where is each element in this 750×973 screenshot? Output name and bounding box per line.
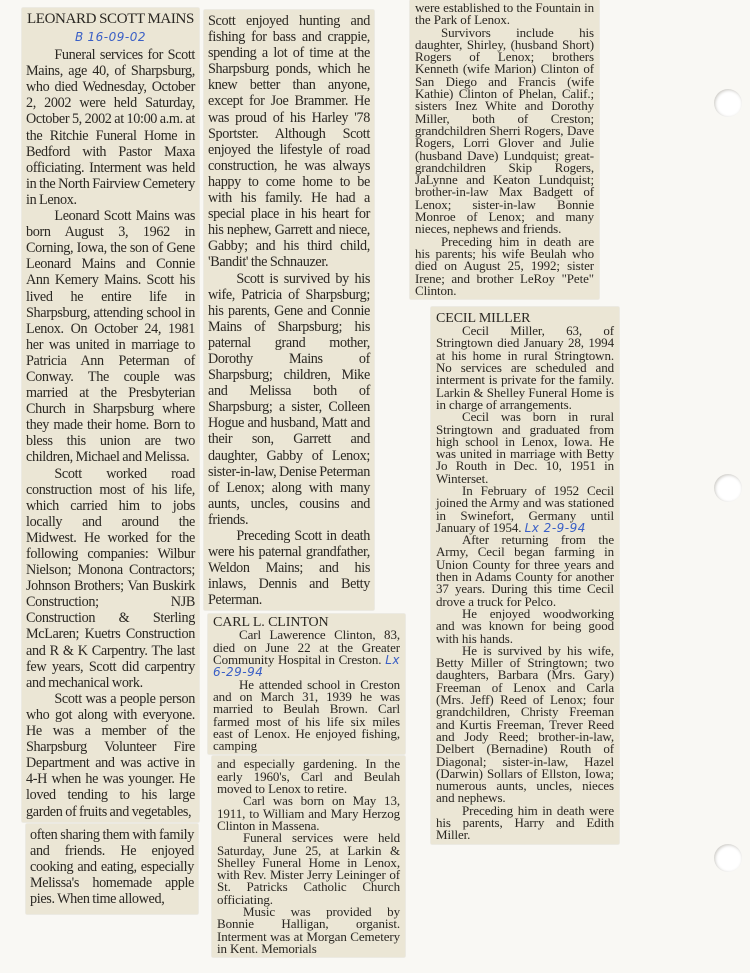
paragraph: Cecil was born in rural Stringtown and graduated from high school in Lenox, Iowa. He was united in marriage with Betty Jo Routh in Dec. 10, 1951 in Winterset. bbox=[436, 409, 614, 486]
paragraph-text: In February of 1952 Cecil joined the Army and was stationed in Swinefort, Germany until January of 1954. bbox=[436, 482, 614, 535]
obituary-title: CECIL MILLER bbox=[436, 311, 531, 327]
paragraph bbox=[436, 482, 614, 535]
column-2 bbox=[204, 10, 405, 957]
clipping-clinton-part2 bbox=[212, 756, 405, 957]
paragraph: Survivors include his daughter, Shirley, (husband Short) Rogers of Lenox; brothers Kenneth (wife Marion) Clinton of San Diego and Francis (wife Kathie) Clinton of Phelan, Calif.; sisters Inez White and Dorothy Miller, both of Creston; grandchildren Sherri Rogers, Dave Rogers, Lorri Glover and Julie (husband Dave) Lundquist; great-grandchildren Skip Rogers, JaLynne and Keaton Lundquist; brother-in-law Max Badgett of Lenox; sister-in-law Bonnie Monroe of Lenox; and many nieces, nephews and friends. bbox=[415, 24, 594, 237]
paragraph: Funeral services were held Saturday, June 25, at Larkin & Shelley Funeral Home in Lenox, with Rev. Mister Jerry Leininger of St. Patricks Catholic Church officiating. bbox=[217, 830, 400, 907]
clipping-mains-part2 bbox=[26, 824, 198, 914]
paragraph bbox=[213, 629, 400, 678]
punch-hole bbox=[714, 89, 742, 117]
clipping-clinton-part3 bbox=[410, 0, 599, 299]
obituary-title: LEONARD SCOTT MAINS bbox=[26, 11, 195, 27]
paragraph: Scott is survived by his wife, Patricia of Sharpsburg; his parents, Gene and Connie Mains of Sharpsburg; his paternal grand mother, Dorothy Mains of Sharpsburg; children, Mike and Melissa both of Sharpsburg; a sister, Colleen Hogue and husband, Matt and their son, Garrett and daughter, Gabby of Lenox; sister-in-law, Denise Peterman of Lenox; along with many aunts, uncles, cousins and friends. bbox=[208, 270, 370, 528]
paragraph: Leonard Scott Mains was born August 3, 1962 in Corning, Iowa, the son of Gene Leonard Mains and Connie Ann Kemery Mains. Scott his lived he entire life in Sharpsburg, attending school in Lenox. On October 24, 1981 her was united in marriage to Patricia Ann Peterman of Conway. The couple was married at the Presbyterian Church in Sharpsburg where they made their home. Born to bless this union are two children, Michael and Melissa. bbox=[26, 208, 195, 466]
punch-hole bbox=[714, 844, 742, 872]
column-3 bbox=[410, 0, 619, 844]
paragraph: He enjoyed woodworking and was known for being good with his hands. bbox=[436, 605, 614, 646]
paragraph-text: Carl Lawerence Clinton, 83, died on June 22 at the Greater Community Hospital in Creston. bbox=[213, 627, 400, 668]
clipping-miller bbox=[431, 307, 619, 843]
paragraph: Scott worked road construction most of his life, which carried him to jobs locally and around the Midwest. He worked for the following companies: Wilbur Nielson; Monona Contractors; Johnson Brothers; Van Buskirk Construction; NJB Construction & Sterling McLaren; Kuetrs Construction and R & K Carpentry. The last few years, Scott did carpentry and mechanical work. bbox=[26, 465, 195, 691]
paragraph: He attended school in Creston and on March 31, 1939 he was married to Beulah Brown. Carl farmed most of his life six miles east of Lenox. He enjoyed fishing, camping bbox=[213, 676, 400, 754]
obituary-title: CARL L. CLINTON bbox=[213, 615, 329, 631]
punch-hole bbox=[714, 474, 742, 502]
clipping-mains-part3 bbox=[204, 10, 374, 610]
paragraph: Cecil Miller, 63, of Stringtown died January 28, 1994 at his home in rural Stringtown. No services are scheduled and interment is private for the family. Larkin & Shelley Funeral Home is in charge of arrangements. bbox=[436, 323, 614, 412]
paragraph: Scott enjoyed hunting and fishing for bass and crappie, spending a lot of time at the Sharpsburg ponds, which he knew better than anyone, except for Joe Brammer. He was proud of his Harley '78 Sportster. Although Scott enjoyed the lifestyle of road construction, he was always happy to come home to be with his family. He had a special place in his heart for his nephew, Garrett and niece, Gabby; and his third child, 'Bandit' the Schnauzer. bbox=[208, 13, 370, 271]
paragraph: and especially gardening. In the early 1960's, Carl and Beulah moved to Lenox to retire. bbox=[217, 756, 400, 797]
paragraph: were established to the Fountain in the Park of Lenox. bbox=[415, 0, 594, 28]
paragraph: Funeral services for Scott Mains, age 40, of Sharpsburg, who died Wednesday, October 2, 2002 were held Saturday, October 5, 2002 at 10:00 a.m. at the Ritchie Funeral Home in Bedford with Pastor Maxa officiating. Interment was held in the North Fairview Cemetery in Lenox. bbox=[26, 47, 196, 208]
clipping-mains-part1 bbox=[22, 8, 199, 822]
paragraph: Carl was born on May 13, 1911, to William and Mary Herzog Clinton in Massena. bbox=[217, 793, 400, 833]
handwritten-date-note: B 16-09-02 bbox=[74, 30, 146, 44]
paragraph: After returning from the Army, Cecil began farming in Union County for three years and then in Adams County for another 37 years. During this time Cecil drove a truck for Pelco. bbox=[436, 532, 614, 609]
handwritten-date-note: Lx 6-29-94 bbox=[213, 653, 400, 680]
paragraph: He is survived by his wife, Betty Miller of Stringtown; two daughters, Barbara (Mrs. Gary) Freeman of Lenox and Carla (Mrs. Jeff) Reed of Lenox; four grandchildren, Christy Freeman and Kurtis Freeman, Trever Reed and Jody Reed; brother-in-law, Delbert (Bernadine) Routh of Diagonal; sister-in-law, Hazel (Darwin) Sollars of Ellston, Iowa; numerous aunts, uncles, nieces and nephews. bbox=[436, 642, 614, 806]
paragraph: Preceding Scott in death were his paternal grandfather, Weldon Mains; and his inlaws, Dennis and Betty Peterman. bbox=[208, 528, 370, 609]
paragraph: Preceding him in death were his parents, Harry and Edith Miller. bbox=[436, 802, 614, 843]
clipping-clinton-part1 bbox=[208, 614, 405, 754]
column-1 bbox=[22, 8, 199, 914]
paragraph: Scott was a people person who got along with everyone. He was a member of the Sharpsburg Volunteer Fire Department and was active in 4-H when he was younger. He loved tending to his large garden of fruits and vegetables, bbox=[26, 690, 195, 820]
paragraph: Music was provided by Bonnie Halligan, organist. Interment was at Morgan Cemetery in Kent. Memorials bbox=[217, 904, 400, 956]
paragraph: Preceding him in death are his parents; his wife Beulah who died on August 25, 1992; sister Irene; and brother LeRoy "Pete" Clinton. bbox=[415, 233, 594, 298]
paragraph: often sharing them with family and friends. He enjoyed cooking and eating, especially Melissa's homemade apple pies. When time allowed, bbox=[30, 826, 194, 907]
handwritten-date-note: Lx 2-9-94 bbox=[524, 520, 586, 535]
